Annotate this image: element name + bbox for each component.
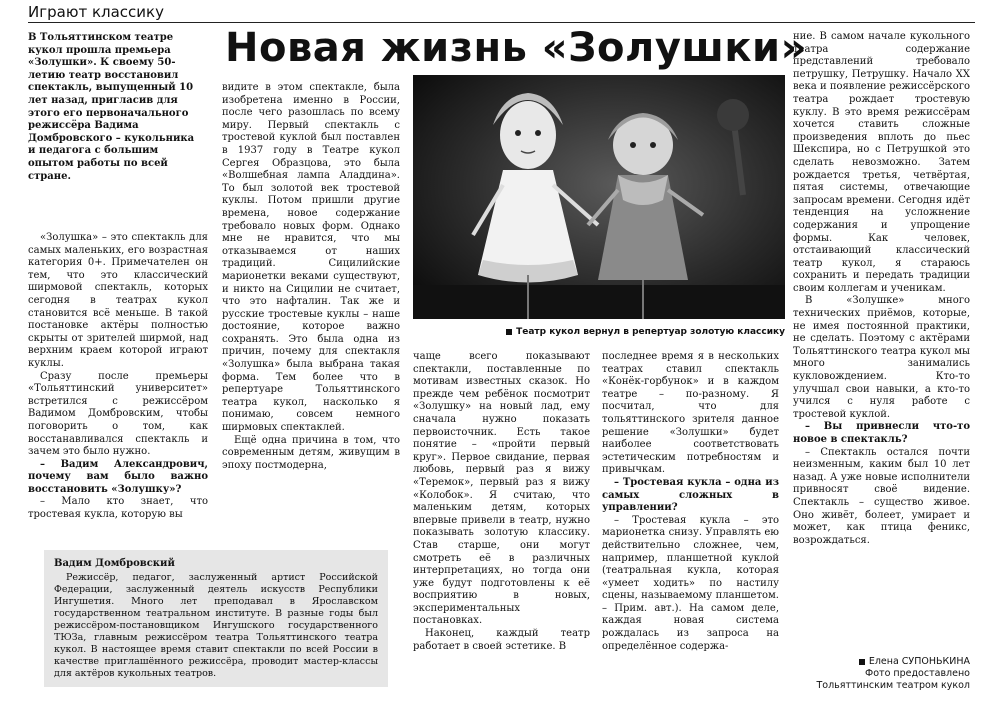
interview-question: – Тростевая кукла – одна из самых сложных в управлении? bbox=[602, 476, 779, 514]
article-column-1 bbox=[28, 232, 208, 522]
article-paragraph: – Тростевая кукла – это марионетка снизу. Управлять ею действительно сложнее, чем, например, планшетной куклой (театральная кукла, которая «умеет ходить» по настилу сцены, называемому планшетом. – Прим. авт.). На самом деле, каждая новая система рождалась из запроса на определённое содержа- bbox=[602, 514, 779, 652]
article-paragraph: Наконец, каждый театр работает в своей эстетике. В bbox=[413, 628, 590, 652]
article-lead: В Тольяттинском театре кукол прошла премьера «Золушки». К своему 50-летию театр восстановил спектакль, выпущенный 10 лет назад, пригласив для этого его первоначального режиссёра Вадима Домбровского – кукольника и педагога с большим опытом работы по всей стране. bbox=[28, 32, 195, 182]
signature-marker bbox=[859, 659, 865, 665]
article-paragraph: чаще всего показывают спектакли, поставленные по мотивам известных сказок. Но прежде чем ребёнок посмотрит «Золушку» на новый лад, ему сначала нужно показать первоисточник. Есть такое понятие – «пройти первый круг». Первое свидание, первая любовь, первый раз я вижу «Теремок», первый раз я вижу «Колобок». Я считаю, что маленьким детям, которых впервые привели в театр, нужно показывать золотую классику. Став старше, они могут смотреть её в различных интерпретациях, но тогда они уже будут подготовлены к её восприятию в новых, экспериментальных постановках. bbox=[413, 351, 590, 627]
article-paragraph: Сразу после премьеры «Тольяттинский университет» встретился с режиссёром Вадимом Домбровским, чтобы поговорить о том, как восстанавливался спектакль и зачем это было нужно. bbox=[28, 370, 208, 458]
article-column-4 bbox=[602, 351, 779, 653]
photo-credit-1: Фото предоставлено bbox=[865, 668, 970, 679]
cinderella-puppets-image bbox=[413, 75, 785, 319]
puppet-theatre-photo bbox=[413, 75, 785, 319]
article-paragraph: Ещё одна причина в том, что современным детям, живущим в эпоху постмодерна, bbox=[222, 434, 400, 471]
article-paragraph: ние. В самом начале кукольного театра содержание представлений требовало петрушку, Петрушку. Начало ХХ века и появление режиссёрского театра рождает тростевую куклу. В это время режиссёрам хочется ставить сложные произведения вплоть до пьес Шекспира, но с Петрушкой это сделать невозможно. Затем рождается третья, четвёртая, пятая системы, отвечающие запросам времени. Сегодня идёт тенденция на усложнение содержания и упрощение формы. Как человек, отстаивающий классический театр кукол, я стараюсь сохранить и передать традиции своим коллегам и ученикам. bbox=[793, 31, 970, 294]
article-paragraph: видите в этом спектакле, была изобретена именно в России, после чего разошлась по всему миру. Первый спектакль с тростевой куклой был поставлен в 1937 году в Театре кукол Сергея Образцова, это была «Волшебная лампа Аладдина». То был золотой век тростевой куклы. Потом пришли другие времена, новое содержание требовало новых форм. Однако мне не нравится, что мы отказываемся от наших традиций. Сицилийские марионетки веками существуют, и никто на Сицилии не считает, что это нафталин. Так же и русские тростевые куклы – наше достояние, которое важно сохранять. Это была одна из причин, почему для спектакля «Золушка» была выбрана такая форма. Тем более что в репертуаре Тольяттинского театра кукол, насколько я понимаю, совсем немного ширмовых спектаклей. bbox=[222, 82, 400, 434]
interview-question: – Вы привнесли что-то новое в спектакль? bbox=[793, 421, 970, 445]
section-rubric: Играют классику bbox=[28, 3, 164, 21]
photo-caption-text: Театр кукол вернул в репертуар золотую классику bbox=[516, 327, 785, 337]
photo-credit-2: Тольяттинским театром кукол bbox=[816, 680, 970, 691]
article-paragraph: последнее время я в нескольких театрах ставил спектакль «Конёк-горбунок» и в каждом театре – по-разному. Я посчитал, что для тольяттинского зрителя данное решение «Золушки» будет наиболее соответствовать эстетическим потребностям и привычкам. bbox=[602, 351, 779, 476]
bio-text: Режиссёр, педагог, заслуженный артист Российской Федерации, заслуженный деятель искусств Республики Ингушетия. Много лет преподавал в Ярославском государственном театральном институте. В разные годы был режиссёром-постановщиком Ингушского государственного ТЮЗа, главным режиссёром театра Тольяттинского театра кукол. В настоящее время ставит спектакли по всей России в качестве приглашённого режиссёра, проводит мастер-классы для актёров кукольных театров. bbox=[54, 572, 378, 679]
author-signature bbox=[795, 656, 970, 692]
article-column-2 bbox=[222, 82, 400, 472]
rubric-divider bbox=[28, 22, 975, 23]
article-column-5 bbox=[793, 31, 970, 547]
biography-box bbox=[44, 550, 388, 687]
interview-question: – Вадим Александрович, почему вам было важно восстановить «Золушку»? bbox=[28, 458, 208, 495]
bio-name: Вадим Домбровский bbox=[54, 558, 175, 569]
photo-caption bbox=[413, 327, 785, 337]
author-name: Елена СУПОНЬКИНА bbox=[868, 656, 970, 667]
article-paragraph: – Мало кто знает, что тростевая кукла, которую вы bbox=[28, 496, 208, 521]
article-paragraph: – Спектакль остался почти неизменным, каким был 10 лет назад. А уже новые исполнители привносят своё видение. Спектакль – существо живое. Оно живёт, болеет, умирает и может, как птица феникс, возрождаться. bbox=[793, 446, 970, 546]
article-column-3 bbox=[413, 351, 590, 653]
article-headline: Новая жизнь «Золушки» bbox=[225, 25, 807, 71]
article-paragraph: «Золушка» – это спектакль для самых маленьких, его возрастная категория 0+. Примечателен он тем, что это классический ширмовой спектакль, которых сегодня в театрах кукол становится всё меньше. В такой постановке актёры полностью скрыты от зрителей ширмой, над верхним краем которой играют куклы. bbox=[28, 232, 208, 369]
caption-marker bbox=[506, 329, 512, 335]
article-paragraph: В «Золушке» много технических приёмов, которые, не имея постоянной практики, не сделать. Поэтому с актёрами Тольяттинского театра кукол мы много занимались кукловождением. Кто-то улучшал свои навыки, а кто-то учился с нуля работе с тростевой куклой. bbox=[793, 295, 970, 420]
